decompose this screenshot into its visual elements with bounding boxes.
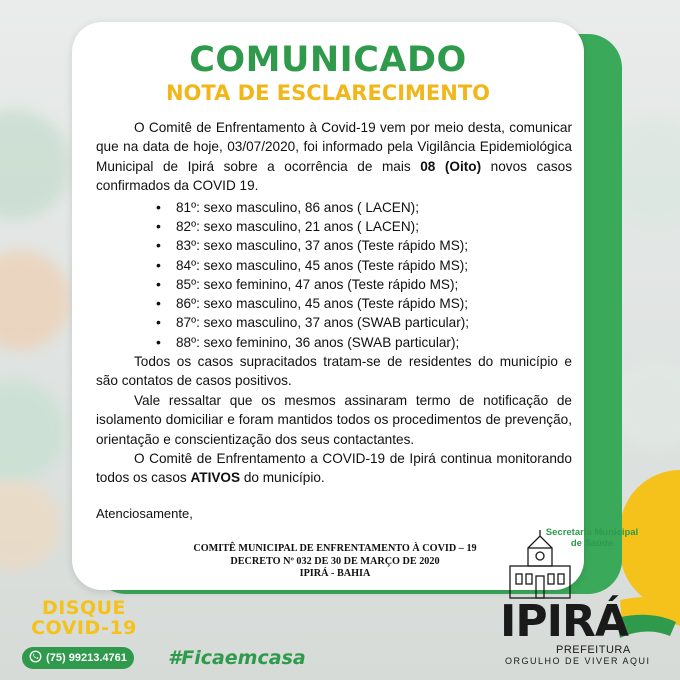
notice-title: COMUNICADO [189, 40, 467, 80]
background-blob [0, 380, 65, 480]
case-item: • 87º: sexo masculino, 37 anos (SWAB particular); [176, 313, 572, 332]
notice-body [96, 118, 572, 488]
paragraph-intro-text-end: novos casos confirmados da COVID 19. [96, 158, 572, 194]
disque-line: DISQUE [41, 597, 127, 619]
prefeitura-label: PREFEITURA [556, 644, 631, 656]
phone-badge[interactable] [22, 647, 134, 669]
signature-committee: COMITÊ MUNICIPAL DE ENFRENTAMENTO À COVID – 19 [193, 543, 477, 554]
active-label: ATIVOS [190, 470, 241, 486]
paragraph-isolation: Vale ressaltar que os mesmos assinaram termo de notificação de isolamento domiciliar e foram mantidos todos os procedimentos de prevenção, orientação e conscientização dos seus contactantes. [96, 392, 572, 447]
case-item: • 83º: sexo masculino, 37 anos (Teste rápido MS); [176, 236, 572, 255]
paragraph-intro [96, 118, 572, 196]
case-item: • 82º: sexo masculino, 21 anos ( LACEN); [176, 217, 572, 236]
signature-location: IPIRÁ - BAHIA [299, 568, 371, 579]
notice-subtitle: NOTA DE ESCLARECIMENTO [165, 81, 491, 105]
secretaria-label: Secretaria Municipal de Saúde [545, 527, 639, 549]
background-blob [0, 480, 60, 570]
signature-decree: DECRETO Nº 032 DE 30 DE MARÇO DE 2020 [230, 555, 440, 567]
hashtag-fica-em-casa: #Ficaemcasa [168, 647, 306, 669]
case-item: • 81º: sexo masculino, 86 anos ( LACEN); [176, 198, 572, 217]
cases-list [96, 198, 572, 352]
paragraph-monitoring-text: O Comitê de Enfrentamento a COVID-19 de Ipirá continua monitorando todos os casos [96, 451, 572, 486]
paragraph-monitoring [96, 449, 572, 488]
disque-covid-label [24, 598, 144, 638]
closing-text: Atenciosamente, [96, 506, 193, 521]
new-cases-count: 08 (Oito) [420, 158, 482, 174]
paragraph-residents: Todos os casos supracitados tratam-se de residentes do município e são contatos de casos positivos. [96, 354, 572, 389]
city-name: IPIRÁ [500, 596, 628, 647]
signature-block [150, 543, 520, 581]
whatsapp-icon [29, 650, 42, 666]
slogan: ORGULHO DE VIVER AQUI [505, 656, 651, 666]
background-blob [0, 250, 70, 350]
paragraph-intro-text: O Comitê de Enfrentamento à Covid-19 vem por meio desta, comunicar que na data de hoje, 03/07/2020, foi informado pela Vigilância Epidemiológica Municipal de Ipirá sobre a ocorrência de mais [96, 120, 572, 174]
case-item: • 85º: sexo feminino, 47 anos (Teste rápido MS); [176, 275, 572, 294]
case-item: • 86º: sexo masculino, 45 anos (Teste rápido MS); [176, 294, 572, 313]
paragraph-monitoring-text-end: do município. [240, 470, 325, 486]
phone-number: (75) 99213.4761 [46, 652, 127, 664]
covid-line: COVID-19 [31, 617, 137, 639]
case-item: • 84º: sexo masculino, 45 anos (Teste rápido MS); [176, 256, 572, 275]
case-item: • 88º: sexo feminino, 36 anos (SWAB particular); [176, 333, 572, 352]
background-blob [0, 110, 70, 220]
